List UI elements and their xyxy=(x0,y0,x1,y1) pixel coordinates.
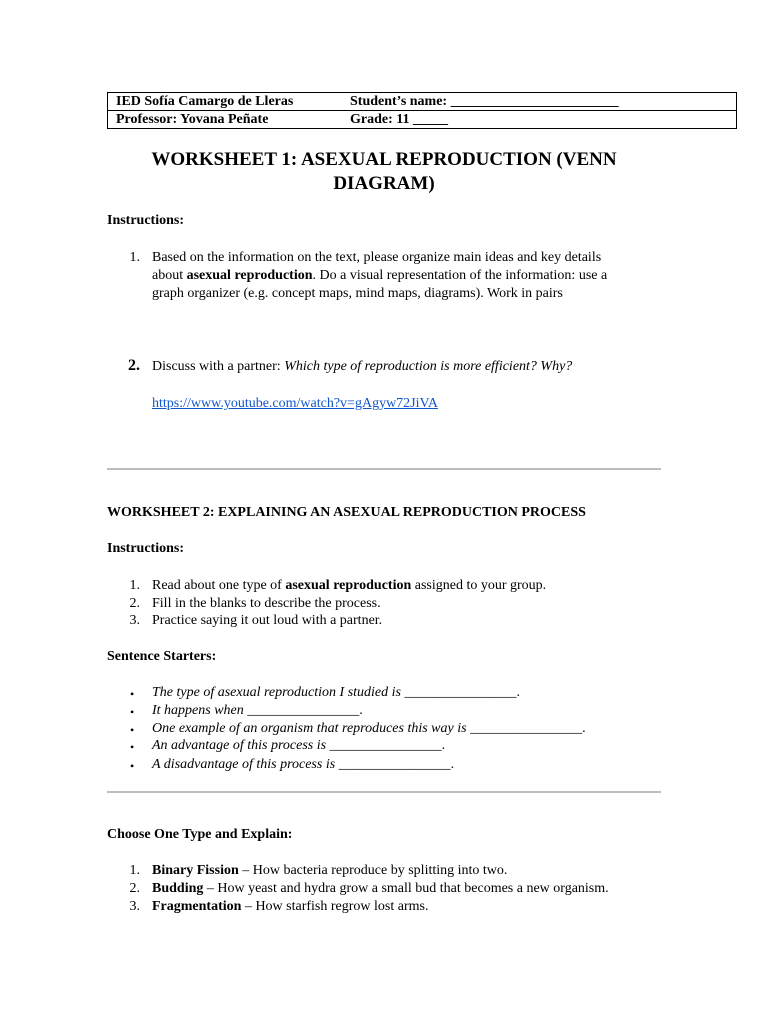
header-table xyxy=(107,92,737,129)
choose-item1-number: 1. xyxy=(129,863,140,878)
item2-question: Which type of reproduction is more efficient? Why? xyxy=(284,359,573,374)
budding-desc: – How yeast and hydra grow a small bud that becomes a new organism. xyxy=(203,881,609,896)
student-name-field: Student’s name: ________________________ xyxy=(350,94,619,109)
starter-1 xyxy=(152,684,520,702)
starter-4 xyxy=(152,737,445,755)
starter-1-text: The type of asexual reproduction I studied is ________________ xyxy=(152,685,517,700)
choose-item1-text xyxy=(152,862,507,880)
starter-5-end: . xyxy=(450,757,455,772)
header-row-1 xyxy=(108,93,737,111)
binary-fission-term: Binary Fission xyxy=(152,863,239,878)
worksheet2-item3-number: 3. xyxy=(129,613,140,628)
starter-4-end: . xyxy=(441,738,446,753)
worksheet1-instructions-label: Instructions: xyxy=(107,213,185,228)
worksheet1-item2-text xyxy=(152,358,572,376)
worksheet2-item3-text: Practice saying it out loud with a partner. xyxy=(152,613,383,628)
ws2-item1-pre: Read about one type of xyxy=(152,578,286,593)
section-divider-2 xyxy=(107,791,661,793)
worksheet1-item1-line1: Based on the information on the text, please organize main ideas and key details xyxy=(152,250,602,265)
youtube-link[interactable]: https://www.youtube.com/watch?v=gAgyw72JiVA xyxy=(152,396,438,411)
choose-item2-number: 2. xyxy=(129,881,140,896)
starter-3-text: One example of an organism that reproduces this way is ________________ xyxy=(152,721,583,736)
starter-3-end: . xyxy=(582,721,586,736)
choose-item3-text xyxy=(152,898,428,916)
starter-5 xyxy=(152,756,454,774)
item1-line2-post: . Do a visual representation of the information: use a xyxy=(312,268,608,283)
fragmentation-term: Fragmentation xyxy=(152,899,242,914)
bullet-3: • xyxy=(130,723,135,737)
section-divider-1 xyxy=(107,468,661,470)
school-name: IED Sofía Camargo de Lleras xyxy=(116,94,294,109)
bullet-1: • xyxy=(130,687,135,701)
worksheet2-item2-number: 2. xyxy=(129,596,140,611)
bullet-4: • xyxy=(130,740,135,754)
bullet-5: • xyxy=(130,759,135,773)
choose-item2-text xyxy=(152,880,609,898)
worksheet1-item2-number: 2. xyxy=(128,357,140,374)
grade-field: Grade: 11 _____ xyxy=(350,112,448,127)
worksheet2-title: WORKSHEET 2: EXPLAINING AN ASEXUAL REPRODUCTION PROCESS xyxy=(107,505,586,520)
item2-prefix: Discuss with a partner: xyxy=(152,359,285,374)
worksheet1-item1-line3: graph organizer (e.g. concept maps, mind maps, diagrams). Work in pairs xyxy=(152,286,563,301)
worksheet1-title xyxy=(107,148,661,196)
worksheet1-title-line2: DIAGRAM) xyxy=(333,173,435,194)
starter-5-text: A disadvantage of this process is ________________ xyxy=(152,757,451,772)
header-cell-2 xyxy=(108,111,737,129)
header-row-2 xyxy=(108,111,737,129)
worksheet2-instructions-label: Instructions: xyxy=(107,541,185,556)
binary-fission-desc: – How bacteria reproduce by splitting into two. xyxy=(238,863,508,878)
ws2-item1-post: assigned to your group. xyxy=(411,578,547,593)
worksheet2-item1-number: 1. xyxy=(129,578,140,593)
starter-4-text: An advantage of this process is ________________ xyxy=(152,738,442,753)
item1-line2-pre: about xyxy=(152,268,187,283)
choose-item3-number: 3. xyxy=(129,899,140,914)
worksheet1-title-line1: WORKSHEET 1: ASEXUAL REPRODUCTION (VENN xyxy=(151,149,617,170)
fragmentation-desc: – How starfish regrow lost arms. xyxy=(241,899,429,914)
sentence-starters-label: Sentence Starters: xyxy=(107,649,217,664)
worksheet1-item1-text xyxy=(152,249,607,303)
worksheet2-item2-text: Fill in the blanks to describe the process. xyxy=(152,596,381,611)
budding-term: Budding xyxy=(152,881,204,896)
ws2-item1-bold: asexual reproduction xyxy=(285,578,412,593)
starter-2-end: . xyxy=(359,703,363,718)
worksheet1-item1-number: 1. xyxy=(129,250,140,265)
item1-bold-term: asexual reproduction xyxy=(186,268,313,283)
header-cell-1 xyxy=(108,93,737,111)
starter-2 xyxy=(152,702,363,720)
professor-name: Professor: Yovana Peñate xyxy=(116,112,269,127)
worksheet1-item1-line2 xyxy=(152,267,607,285)
starter-1-end: . xyxy=(516,685,520,700)
starter-2-text: It happens when ________________ xyxy=(152,703,360,718)
bullet-2: • xyxy=(130,705,135,719)
worksheet2-item1-text xyxy=(152,577,546,595)
choose-type-label: Choose One Type and Explain: xyxy=(107,827,293,842)
starter-3 xyxy=(152,720,586,738)
